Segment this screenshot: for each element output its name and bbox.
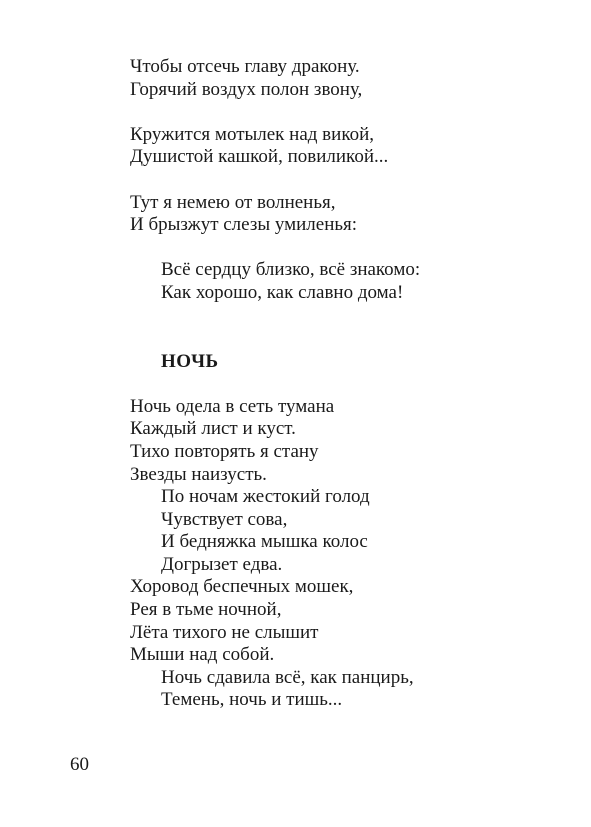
poem-line: Звезды наизусть. <box>130 463 267 485</box>
poem-line: Как хорошо, как славно дома! <box>161 281 404 303</box>
poem-line: Ночь сдавила всё, как панцирь, <box>161 666 414 688</box>
stanza-gap <box>130 237 550 260</box>
page-number: 60 <box>70 754 89 775</box>
section-gap <box>130 305 550 328</box>
poem-line: Душистой кашкой, повиликой... <box>130 146 389 168</box>
poem-line: Кружится мотылек над викой, <box>130 123 375 145</box>
poem-title: НОЧЬ <box>161 351 219 373</box>
stanza <box>130 124 550 169</box>
page-text <box>130 56 550 712</box>
poem-line: Ночь одела в сеть тумана <box>130 395 335 417</box>
stanza-gap <box>130 169 550 192</box>
poem-line: Рея в тьме ночной, <box>130 599 282 621</box>
poem-line: И бедняжка мышка колос <box>161 531 368 553</box>
stanza <box>130 56 550 101</box>
poem-line: Чувствует сова, <box>161 508 288 530</box>
poem-line: Чтобы отсечь главу дракону. <box>130 56 360 77</box>
poem-line: Тихо повторять я стану <box>130 440 319 462</box>
poem-line: Мыши над собой. <box>130 644 275 666</box>
stanza <box>130 192 550 237</box>
stanza <box>130 396 550 712</box>
poem-line: Хоровод беспечных мошек, <box>130 576 354 598</box>
title-gap <box>130 374 550 396</box>
poem-line: По ночам жестокий голод <box>161 486 370 508</box>
poem-line: Горячий воздух полон звону, <box>130 78 363 100</box>
stanza-gap <box>130 101 550 124</box>
poem-line: Темень, ночь и тишь... <box>161 689 343 711</box>
poem-line: И брызжут слезы умиленья: <box>130 214 358 236</box>
poem-line: Всё сердцу близко, всё знакомо: <box>161 259 421 281</box>
poem-line: Лёта тихого не слышит <box>130 621 319 643</box>
poem-line: Тут я немею от волненья, <box>130 191 336 213</box>
poem-line: Каждый лист и куст. <box>130 418 296 440</box>
stanza <box>130 259 550 304</box>
section-gap <box>130 327 550 351</box>
poem-line: Догрызет едва. <box>161 553 283 575</box>
